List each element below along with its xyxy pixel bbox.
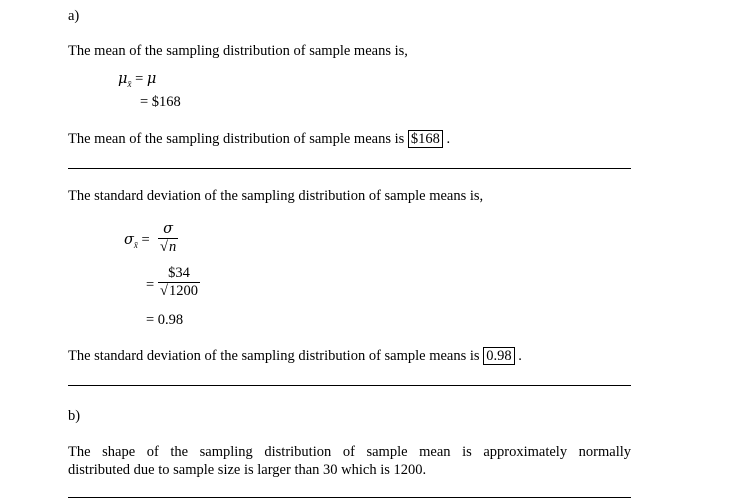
part-b-label: b) [68,408,81,424]
sd-conclusion-text: The standard deviation of the sampling distribution of sample means is [68,348,480,364]
mean-equation [118,72,156,87]
mean-conclusion-text: The mean of the sampling distribution of sample means is [68,131,405,147]
divider [68,497,631,498]
x-bar-subscript: x̄ [133,240,138,250]
square-root-sign: √ [160,238,168,255]
mean-answer-box: $168 [408,130,443,148]
34-over-root-1200 [158,266,200,300]
period: . [518,348,522,364]
radicand: 1200 [168,282,198,299]
equals-sign-2: = [146,277,155,293]
radicand: n [168,238,177,255]
mean-conclusion [68,132,450,147]
divider [68,168,631,169]
sd-conclusion [68,349,522,364]
sd-equation-lhs [124,233,150,248]
shape-line-2: distributed due to sample size is larger than 30 which is 1200. [68,462,427,478]
fraction-denominator [158,238,178,256]
mean-intro-text: The mean of the sampling distribution of sample means is, [68,43,408,59]
x-bar-subscript: x̄ [127,79,132,89]
mean-value-line: = $168 [140,94,181,110]
sigma-symbol: σ [124,232,134,248]
sd-value-line: = 0.98 [146,312,184,328]
mu-symbol: μ [118,71,128,87]
shape-line-1: The shape of the sampling distribution of sample mean is approximately normally [68,444,631,460]
equals-sign: = [141,232,150,248]
part-a-label: a) [68,8,80,24]
fraction-numerator: $34 [168,265,190,281]
period: . [446,131,451,147]
sd-answer-box: 0.98 [483,347,514,365]
mu-symbol-rhs: μ [146,71,157,87]
sd-intro-text: The standard deviation of the sampling distribution of sample means is, [68,188,484,204]
fraction-denominator [158,282,200,300]
equals-sign: = [135,71,144,87]
fraction-numerator: σ [163,221,174,237]
divider [68,385,631,386]
sigma-over-root-n [158,222,178,256]
square-root-sign: √ [160,282,168,299]
